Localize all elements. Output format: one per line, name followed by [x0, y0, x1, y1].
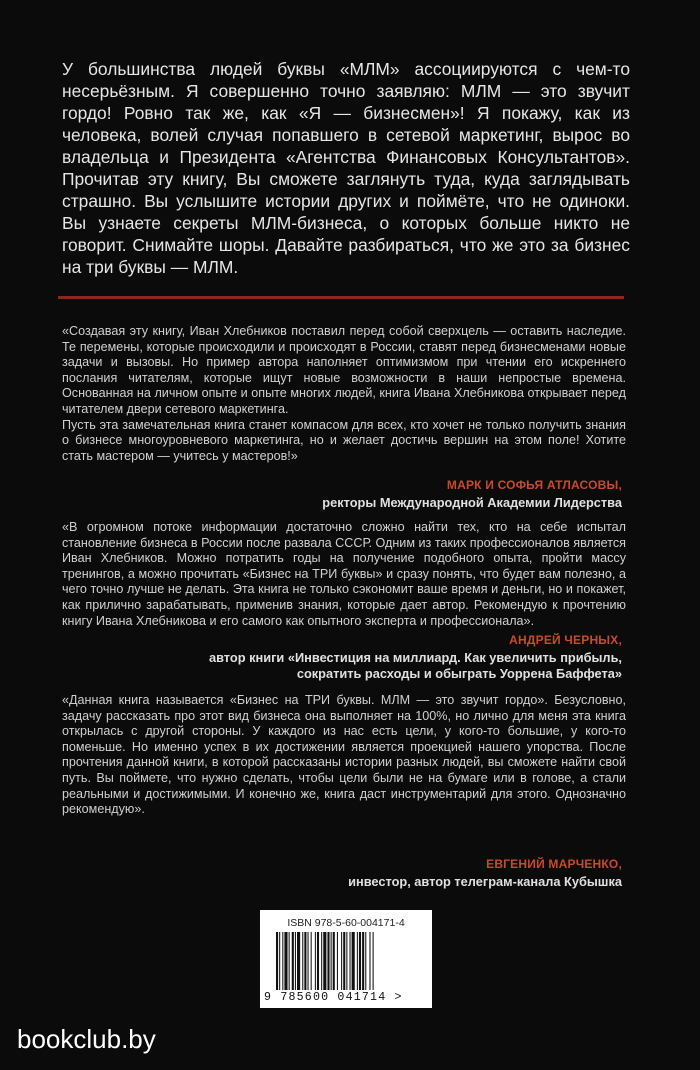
barcode-bar: [341, 932, 342, 990]
barcode-bar: [359, 932, 361, 990]
barcode-bar: [337, 932, 338, 990]
barcode-bar: [297, 932, 300, 990]
barcode-bar: [362, 932, 364, 990]
review-3-paragraph-1: «Данная книга называется «Бизнес на ТРИ буквы. МЛМ — это звучит гордо». Безусловно, задачу рассказать про этот вид бизнеса она выполняет на 100%, но лично для меня эта книга открылась с другой стороны. У каждого из нас есть цели, у кого-то большие, у кого-то поменьше. Но именно успех в их достижении является проекцией нашего упорства. После прочтения данной книги, в которой рассказаны истории разных людей, вы сможете найти свой путь. Вы поймете, что нужно сделать, чтобы цели были не на бумаге или в голове, а стали реальными и достижимыми. И конечно же, книга даст инструментарий для этого. Однозначно рекомендую».: [62, 693, 626, 817]
review-1-role: [322, 495, 622, 511]
barcode-bar: [327, 932, 329, 990]
site-watermark: bookclub.by: [17, 1024, 156, 1054]
barcode-digits: 9 785600 041714 >: [264, 991, 403, 1004]
review-1-paragraph-1: «Создавая эту книгу, Иван Хлебников поставил перед собой сверхцель — оставить наследие. Те перемены, которые происходили и происходят в России, ставят перед бизнесменами новые задачи и вызовы. Но пример автора наполняет оптимизмом при чтении его искреннего послания читателям, которые ищут новые возможности в наши непростые времена. Основанная на личном опыте и опыте многих людей, книга Ивана Хлебникова открывает перед читателем двери сетевого маркетинга.: [62, 324, 626, 416]
barcode-bar: [282, 932, 283, 990]
barcode-bar: [333, 932, 335, 990]
barcode-bar: [321, 932, 322, 990]
barcode-bar: [276, 932, 278, 990]
barcode-bar: [315, 932, 316, 990]
review-3-role: [348, 874, 622, 890]
barcode-bar: [304, 932, 306, 990]
barcode-bar: [365, 932, 366, 990]
review-quote-3: [62, 693, 626, 818]
barcode-bar: [357, 932, 358, 990]
review-2-author: АНДРЕЙ ЧЕРНЫХ,: [509, 633, 622, 647]
review-2-paragraph-1: «В огромном потоке информации достаточно сложно найти тех, кто на себе испытал становление бизнеса в России после развала СССР. Одним из таких профессионалов является Иван Хлебников. Можно потратить годы на получение подобного опыта, пройти массу тренингов, а можно прочитать «Бизнес на ТРИ буквы» и сразу понять, что будет вам полезно, а чего точно лучше не делать. Эта книга не только сэкономит ваше время и деньги, но и покажет, как прилично зарабатывать, применив знания, которые дает автор. Рекомендую к прочтению книгу Ивана Хлебникова и его самого как опытного эксперта и профессионала».: [62, 520, 626, 628]
intro-text: У большинства людей буквы «МЛМ» ассоциируются с чем-то несерьёзным. Я совершенно точно заявляю: МЛМ — это звучит гордо! Ровно так же, как «Я — бизнесмен»! Я покажу, как из человека, волей случая попавшего в сетевой маркетинг, вырос во владельца и Президента «Агентства Финансовых Консультантов». Прочитав эту книгу, Вы сможете заглянуть туда, куда заглядывать страшно. Вы услышите истории других и поймёте, что не одиноки. Вы узнаете секреты МЛМ-бизнеса, о которых больше никто не говорит. Снимайте шоры. Давайте разбираться, что же это за бизнес на три буквы — МЛМ.: [62, 59, 630, 277]
barcode-bars: [274, 932, 418, 990]
barcode-bar: [346, 932, 347, 990]
review-1-author: МАРК И СОФЬЯ АТЛАСОВЫ,: [446, 478, 622, 492]
review-2-role-line-1: автор книги «Инвестиция на миллиард. Как увеличить прибыль,: [208, 650, 622, 665]
barcode-bar: [369, 932, 370, 990]
review-3-author: ЕВГЕНИЙ МАРЧЕНКО,: [486, 857, 622, 871]
barcode-bar: [343, 932, 345, 990]
barcode-panel: [260, 910, 432, 1008]
review-1-role-line: ректоры Международной Академии Лидерства: [322, 495, 622, 510]
review-quote-2: [62, 520, 626, 629]
barcode-bar: [279, 932, 280, 990]
barcode-bar: [317, 932, 319, 990]
barcode-bar: [289, 932, 290, 990]
barcode-bar: [295, 932, 296, 990]
barcode-bar: [308, 932, 309, 990]
review-2-role: [209, 650, 622, 682]
barcode-bar: [311, 932, 312, 990]
barcode-bar: [352, 932, 355, 990]
review-quote-1: [62, 324, 626, 464]
isbn-label: ISBN 978-5-60-004171-4: [287, 917, 405, 929]
review-1-paragraph-2: Пусть эта замечательная книга станет компасом для всех, кто хочет не только получить знания о бизнесе многоуровневого маркетинга, но и желает достичь вершин на этом поле! Хотите стать мастером — учитесь у мастеров!»: [62, 417, 626, 463]
barcode-bar: [373, 932, 374, 990]
barcode-bar: [302, 932, 303, 990]
barcode-bar: [350, 932, 351, 990]
barcode-bar: [284, 932, 287, 990]
barcode-bar: [292, 932, 294, 990]
barcode-bar: [331, 932, 332, 990]
review-2-role-line-2: сократить расходы и обыграть Уоррена Баффета»: [296, 666, 622, 681]
barcode-bar: [323, 932, 326, 990]
review-3-role-line: инвестор, автор телеграм-канала Кубышка: [348, 874, 622, 889]
divider-rule: [58, 296, 624, 299]
